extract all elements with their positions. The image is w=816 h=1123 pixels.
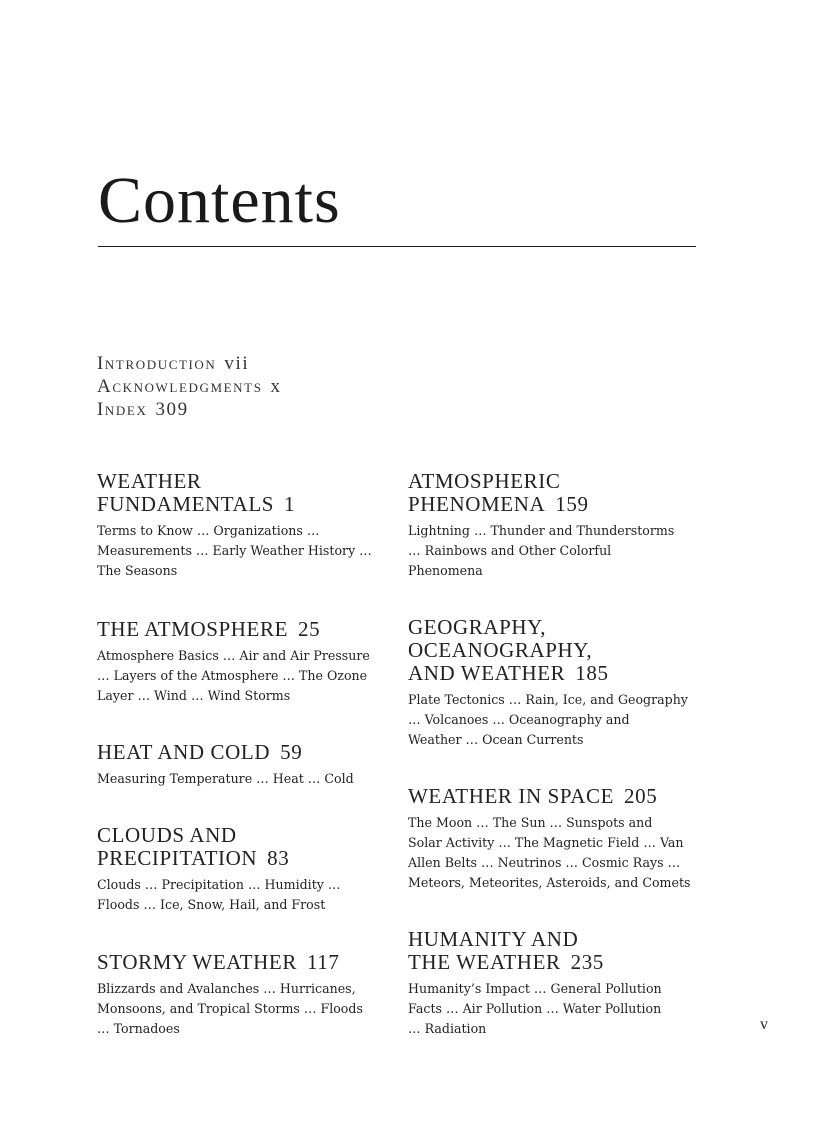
section-page-number: 59 <box>280 740 303 764</box>
section-page-number: 83 <box>267 846 290 870</box>
section-page-number: 185 <box>575 661 609 685</box>
section-page-number: 235 <box>570 950 604 974</box>
section-heading: STORMY WEATHER 117 <box>97 950 340 974</box>
section-heading: GEOGRAPHY, OCEANOGRAPHY, AND WEATHER 185 <box>408 615 609 685</box>
front-matter-list <box>97 352 282 421</box>
section-heading: WEATHER FUNDAMENTALS 1 <box>97 469 296 516</box>
section-description: Atmosphere Basics … Air and Air Pressure … Layers of the Atmosphere … The Ozone Layer … Wind … Wind Storms <box>97 648 370 703</box>
section-heading: HEAT AND COLD 59 <box>97 740 303 764</box>
section-page-number: 205 <box>624 784 658 808</box>
page-title: Contents <box>98 164 341 237</box>
section-description: Humanity’s Impact … General Pollution Facts … Air Pollution … Water Pollution … Radiation <box>408 981 662 1036</box>
toc-section[interactable] <box>97 951 387 1039</box>
section-description: Terms to Know … Organizations … Measurements … Early Weather History … The Seasons <box>97 523 372 578</box>
section-heading: ATMOSPHERIC PHENOMENA 159 <box>408 469 589 516</box>
section-description: Blizzards and Avalanches … Hurricanes, Monsoons, and Tropical Storms … Floods … Tornadoes <box>97 981 363 1036</box>
section-page-number: 159 <box>555 492 589 516</box>
section-description: Lightning … Thunder and Thunderstorms … Rainbows and Other Colorful Phenomena <box>408 523 675 578</box>
toc-section[interactable] <box>97 741 387 789</box>
front-matter-item[interactable] <box>97 375 282 398</box>
section-heading: CLOUDS AND PRECIPITATION 83 <box>97 823 290 870</box>
toc-section[interactable] <box>97 470 387 581</box>
toc-section[interactable] <box>408 928 708 1039</box>
toc-section[interactable] <box>408 785 708 893</box>
front-matter-page: vii <box>224 353 250 374</box>
section-description: The Moon … The Sun … Sunspots and Solar Activity … The Magnetic Field … Van Allen Belts … Neutrinos … Cosmic Rays … Meteors, Meteorites, Asteroids, and Comets <box>408 815 691 890</box>
toc-section[interactable] <box>97 618 387 706</box>
section-description: Plate Tectonics … Rain, Ice, and Geography … Volcanoes … Oceanography and Weather … Ocean Currents <box>408 692 688 747</box>
section-page-number: 117 <box>306 950 340 974</box>
section-page-number: 1 <box>284 492 296 516</box>
toc-section[interactable] <box>97 824 387 915</box>
front-matter-item[interactable] <box>97 398 282 421</box>
section-description: Clouds … Precipitation … Humidity … Floods … Ice, Snow, Hail, and Frost <box>97 877 341 912</box>
section-description: Measuring Temperature … Heat … Cold <box>97 771 354 786</box>
section-page-number: 25 <box>298 617 321 641</box>
title-rule <box>98 246 696 247</box>
section-heading: WEATHER IN SPACE 205 <box>408 784 658 808</box>
section-heading: HUMANITY AND THE WEATHER 235 <box>408 927 604 974</box>
toc-section[interactable] <box>408 616 708 750</box>
front-matter-page: 309 <box>155 399 189 420</box>
front-matter-label: Introduction <box>97 353 217 374</box>
front-matter-page: x <box>270 376 282 397</box>
section-heading: THE ATMOSPHERE 25 <box>97 617 321 641</box>
front-matter-label: Index <box>97 399 148 420</box>
toc-section[interactable] <box>408 470 708 581</box>
front-matter-item[interactable] <box>97 352 282 375</box>
front-matter-label: Acknowledgments <box>97 376 263 397</box>
page-folio: v <box>760 1016 768 1033</box>
